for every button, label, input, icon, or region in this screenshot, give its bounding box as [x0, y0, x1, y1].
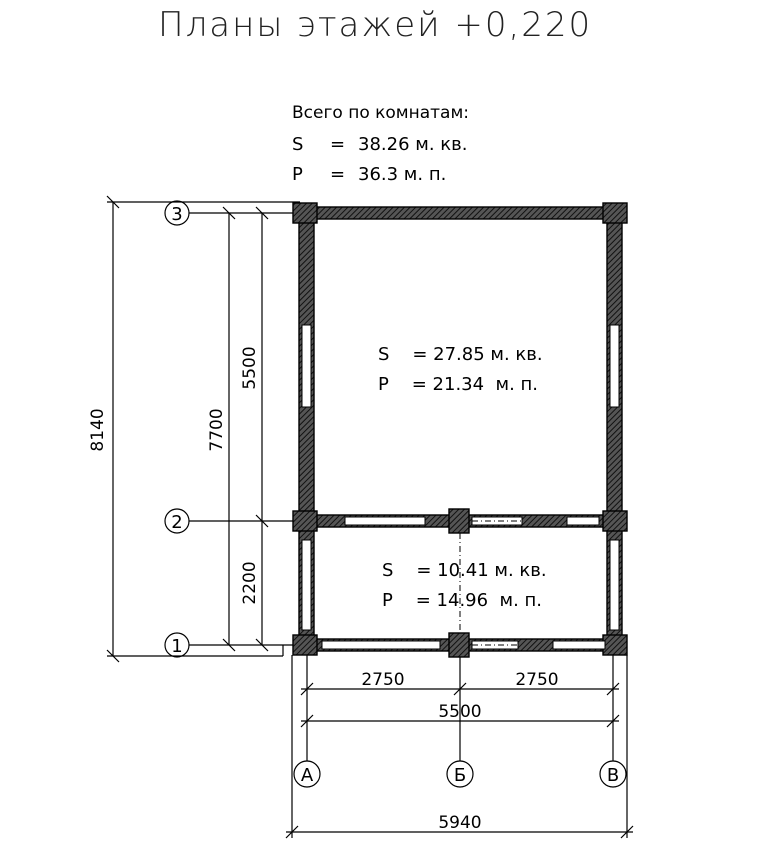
- col-label-b: Б: [453, 765, 467, 786]
- totals-area-eq: =: [330, 134, 346, 155]
- col-bubble-b: [447, 761, 473, 787]
- totals-area-value: 38.26 м. кв.: [358, 134, 468, 155]
- room-upper-perimeter: P = 21.34 м. п.: [378, 374, 539, 395]
- col-bubble-v: [600, 761, 626, 787]
- totals-perimeter-eq: =: [330, 164, 346, 185]
- dim-bay-left: 2750: [361, 670, 405, 690]
- room-upper-labels: [378, 344, 543, 395]
- dim-room-lower: 2200: [240, 561, 260, 605]
- col-bubble-a: [294, 761, 320, 787]
- col-label-v: В: [606, 765, 620, 786]
- totals-heading: Всего по комнатам:: [292, 103, 470, 123]
- totals-perimeter-label: P: [292, 164, 303, 185]
- dim-axis-span: 7700: [207, 408, 227, 452]
- column-axes: [292, 655, 627, 838]
- room-upper-area: S = 27.85 м. кв.: [378, 344, 543, 365]
- room-lower-labels: [382, 560, 547, 611]
- row-bubble-2: [165, 509, 189, 533]
- row-label-1: 1: [171, 636, 183, 657]
- row-bubble-3: [165, 201, 189, 225]
- page-title: Планы этажей +0,220: [158, 5, 593, 45]
- totals-area-label: S: [292, 134, 304, 155]
- totals-block: [292, 103, 469, 185]
- dim-room-upper: 5500: [240, 346, 260, 390]
- totals-perimeter-value: 36.3 м. п.: [358, 164, 447, 185]
- row-label-2: 2: [171, 512, 183, 533]
- dim-total-width: 5940: [438, 813, 482, 833]
- dim-total-height: 8140: [88, 408, 108, 452]
- dim-bay-right: 2750: [515, 670, 559, 690]
- row-label-3: 3: [171, 204, 183, 225]
- room-lower-perimeter: P = 14.96 м. п.: [382, 590, 543, 611]
- room-lower-area: S = 10.41 м. кв.: [382, 560, 547, 581]
- row-bubble-1: [165, 633, 189, 657]
- dim-axis-width: 5500: [438, 702, 482, 722]
- vertical-dimensions: [88, 196, 300, 662]
- col-label-a: А: [300, 765, 314, 786]
